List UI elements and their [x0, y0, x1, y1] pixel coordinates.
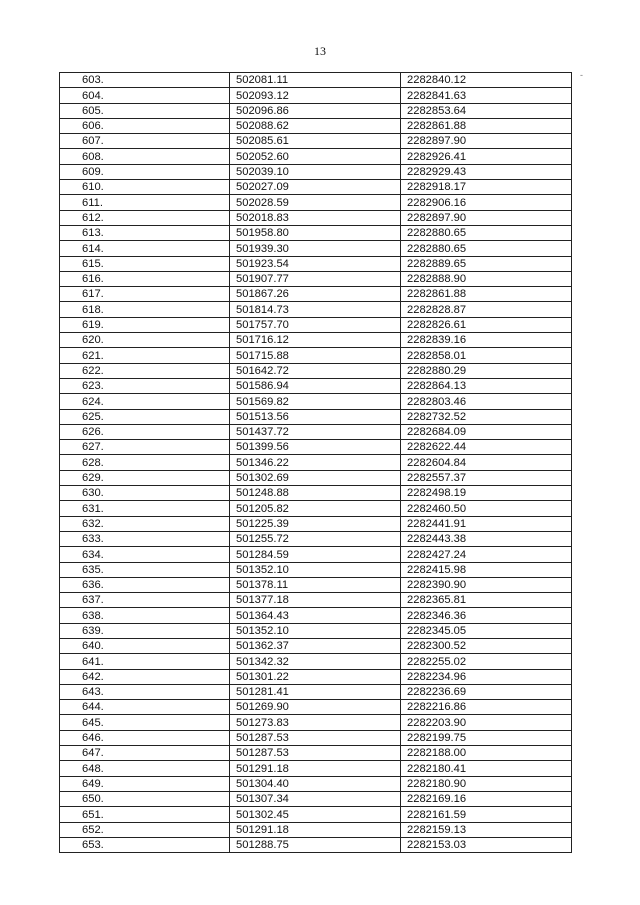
point-number-cell: 614. [60, 241, 230, 256]
point-number-cell: 628. [60, 455, 230, 470]
x-coordinate-cell: 501377.18 [230, 593, 401, 608]
table-row [60, 577, 572, 592]
table-row [60, 241, 572, 256]
point-number-cell: 652. [60, 822, 230, 837]
table-row [60, 440, 572, 455]
point-number-cell: 644. [60, 700, 230, 715]
y-coordinate-cell: 2282180.90 [401, 776, 572, 791]
x-coordinate-cell: 501342.32 [230, 654, 401, 669]
y-coordinate-cell: 2282803.46 [401, 394, 572, 409]
point-number-cell: 606. [60, 118, 230, 133]
table-row [60, 623, 572, 638]
point-number-cell: 648. [60, 761, 230, 776]
x-coordinate-cell: 501814.73 [230, 302, 401, 317]
table-row [60, 103, 572, 118]
x-coordinate-cell: 501307.34 [230, 791, 401, 806]
y-coordinate-cell: 2282861.88 [401, 118, 572, 133]
point-number-cell: 607. [60, 134, 230, 149]
table-row [60, 516, 572, 531]
x-coordinate-cell: 501867.26 [230, 287, 401, 302]
table-row [60, 700, 572, 715]
y-coordinate-cell: 2282236.69 [401, 684, 572, 699]
table-row [60, 531, 572, 546]
x-coordinate-cell: 501225.39 [230, 516, 401, 531]
x-coordinate-cell: 502085.61 [230, 134, 401, 149]
y-coordinate-cell: 2282427.24 [401, 547, 572, 562]
table-row [60, 746, 572, 761]
x-coordinate-cell: 501304.40 [230, 776, 401, 791]
point-number-cell: 639. [60, 623, 230, 638]
point-number-cell: 626. [60, 424, 230, 439]
x-coordinate-cell: 501513.56 [230, 409, 401, 424]
point-number-cell: 647. [60, 746, 230, 761]
table-row [60, 195, 572, 210]
point-number-cell: 634. [60, 547, 230, 562]
y-coordinate-cell: 2282203.90 [401, 715, 572, 730]
y-coordinate-cell: 2282604.84 [401, 455, 572, 470]
y-coordinate-cell: 2282853.64 [401, 103, 572, 118]
point-number-cell: 646. [60, 730, 230, 745]
x-coordinate-cell: 501437.72 [230, 424, 401, 439]
x-coordinate-cell: 502052.60 [230, 149, 401, 164]
x-coordinate-cell: 501205.82 [230, 501, 401, 516]
y-coordinate-cell: 2282929.43 [401, 164, 572, 179]
x-coordinate-cell: 501291.18 [230, 761, 401, 776]
point-number-cell: 618. [60, 302, 230, 317]
y-coordinate-cell: 2282897.90 [401, 210, 572, 225]
x-coordinate-cell: 501288.75 [230, 837, 401, 852]
x-coordinate-cell: 502088.62 [230, 118, 401, 133]
point-number-cell: 640. [60, 638, 230, 653]
y-coordinate-cell: 2282415.98 [401, 562, 572, 577]
table-row [60, 486, 572, 501]
y-coordinate-cell: 2282828.87 [401, 302, 572, 317]
point-number-cell: 615. [60, 256, 230, 271]
x-coordinate-cell: 501287.53 [230, 730, 401, 745]
point-number-cell: 638. [60, 608, 230, 623]
point-number-cell: 608. [60, 149, 230, 164]
point-number-cell: 653. [60, 837, 230, 852]
table-row [60, 669, 572, 684]
table-row [60, 118, 572, 133]
y-coordinate-cell: 2282732.52 [401, 409, 572, 424]
table-row [60, 180, 572, 195]
x-coordinate-cell: 501302.69 [230, 470, 401, 485]
point-number-cell: 609. [60, 164, 230, 179]
x-coordinate-cell: 501284.59 [230, 547, 401, 562]
table-row [60, 378, 572, 393]
table-row [60, 164, 572, 179]
page-number: 13 [314, 44, 326, 58]
x-coordinate-cell: 502039.10 [230, 164, 401, 179]
point-number-cell: 633. [60, 531, 230, 546]
y-coordinate-cell: 2282684.09 [401, 424, 572, 439]
point-number-cell: 603. [60, 73, 230, 88]
x-coordinate-cell: 502096.86 [230, 103, 401, 118]
y-coordinate-cell: 2282390.90 [401, 577, 572, 592]
x-coordinate-cell: 501281.41 [230, 684, 401, 699]
y-coordinate-cell: 2282880.29 [401, 363, 572, 378]
table-row [60, 333, 572, 348]
y-coordinate-cell: 2282460.50 [401, 501, 572, 516]
point-number-cell: 630. [60, 486, 230, 501]
x-coordinate-cell: 501715.88 [230, 348, 401, 363]
x-coordinate-cell: 501399.56 [230, 440, 401, 455]
table-row [60, 501, 572, 516]
table-row [60, 73, 572, 88]
point-number-cell: 645. [60, 715, 230, 730]
y-coordinate-cell: 2282346.36 [401, 608, 572, 623]
x-coordinate-cell: 501248.88 [230, 486, 401, 501]
point-number-cell: 649. [60, 776, 230, 791]
y-coordinate-cell: 2282880.65 [401, 225, 572, 240]
x-coordinate-cell: 502018.83 [230, 210, 401, 225]
x-coordinate-cell: 501362.37 [230, 638, 401, 653]
table-row [60, 715, 572, 730]
x-coordinate-cell: 501352.10 [230, 562, 401, 577]
table-row [60, 761, 572, 776]
y-coordinate-cell: 2282858.01 [401, 348, 572, 363]
y-coordinate-cell: 2282255.02 [401, 654, 572, 669]
point-number-cell: 617. [60, 287, 230, 302]
point-number-cell: 621. [60, 348, 230, 363]
table-row [60, 455, 572, 470]
table-row [60, 88, 572, 103]
y-coordinate-cell: 2282498.19 [401, 486, 572, 501]
x-coordinate-cell: 502093.12 [230, 88, 401, 103]
y-coordinate-cell: 2282441.91 [401, 516, 572, 531]
point-number-cell: 613. [60, 225, 230, 240]
table-row [60, 791, 572, 806]
y-coordinate-cell: 2282841.63 [401, 88, 572, 103]
y-coordinate-cell: 2282161.59 [401, 807, 572, 822]
table-row [60, 134, 572, 149]
x-coordinate-cell: 501923.54 [230, 256, 401, 271]
table-row [60, 822, 572, 837]
table-row [60, 638, 572, 653]
point-number-cell: 604. [60, 88, 230, 103]
point-number-cell: 629. [60, 470, 230, 485]
x-coordinate-cell: 501378.11 [230, 577, 401, 592]
x-coordinate-cell: 501346.22 [230, 455, 401, 470]
y-coordinate-cell: 2282888.90 [401, 271, 572, 286]
y-coordinate-cell: 2282365.81 [401, 593, 572, 608]
table-row [60, 363, 572, 378]
point-number-cell: 624. [60, 394, 230, 409]
table-row [60, 593, 572, 608]
y-coordinate-cell: 2282926.41 [401, 149, 572, 164]
y-coordinate-cell: 2282906.16 [401, 195, 572, 210]
point-number-cell: 637. [60, 593, 230, 608]
x-coordinate-cell: 501642.72 [230, 363, 401, 378]
table-row [60, 730, 572, 745]
y-coordinate-cell: 2282557.37 [401, 470, 572, 485]
y-coordinate-cell: 2282180.41 [401, 761, 572, 776]
y-coordinate-cell: 2282880.65 [401, 241, 572, 256]
x-coordinate-cell: 502028.59 [230, 195, 401, 210]
x-coordinate-cell: 501939.30 [230, 241, 401, 256]
point-number-cell: 623. [60, 378, 230, 393]
x-coordinate-cell: 501255.72 [230, 531, 401, 546]
table-row [60, 837, 572, 852]
y-coordinate-cell: 2282918.17 [401, 180, 572, 195]
x-coordinate-cell: 501958.80 [230, 225, 401, 240]
x-coordinate-cell: 502081.11 [230, 73, 401, 88]
point-number-cell: 651. [60, 807, 230, 822]
table-row [60, 807, 572, 822]
point-number-cell: 616. [60, 271, 230, 286]
point-number-cell: 642. [60, 669, 230, 684]
y-coordinate-cell: 2282216.86 [401, 700, 572, 715]
point-number-cell: 612. [60, 210, 230, 225]
table-row [60, 424, 572, 439]
table-row [60, 149, 572, 164]
coordinate-table [59, 72, 572, 853]
point-number-cell: 636. [60, 577, 230, 592]
table-row [60, 547, 572, 562]
x-coordinate-cell: 501586.94 [230, 378, 401, 393]
point-number-cell: 635. [60, 562, 230, 577]
coordinate-table-body [60, 73, 572, 853]
point-number-cell: 622. [60, 363, 230, 378]
table-row [60, 394, 572, 409]
table-row [60, 256, 572, 271]
point-number-cell: 620. [60, 333, 230, 348]
y-coordinate-cell: 2282169.16 [401, 791, 572, 806]
x-coordinate-cell: 502027.09 [230, 180, 401, 195]
y-coordinate-cell: 2282345.05 [401, 623, 572, 638]
y-coordinate-cell: 2282622.44 [401, 440, 572, 455]
point-number-cell: 610. [60, 180, 230, 195]
table-row [60, 348, 572, 363]
x-coordinate-cell: 501907.77 [230, 271, 401, 286]
y-coordinate-cell: 2282234.96 [401, 669, 572, 684]
y-coordinate-cell: 2282300.52 [401, 638, 572, 653]
point-number-cell: 632. [60, 516, 230, 531]
y-coordinate-cell: 2282826.61 [401, 317, 572, 332]
table-row [60, 271, 572, 286]
table-row [60, 409, 572, 424]
point-number-cell: 650. [60, 791, 230, 806]
point-number-cell: 641. [60, 654, 230, 669]
scan-mark: - [580, 70, 583, 80]
point-number-cell: 605. [60, 103, 230, 118]
table-row [60, 470, 572, 485]
x-coordinate-cell: 501269.90 [230, 700, 401, 715]
x-coordinate-cell: 501302.45 [230, 807, 401, 822]
table-row [60, 210, 572, 225]
table-row [60, 302, 572, 317]
x-coordinate-cell: 501716.12 [230, 333, 401, 348]
y-coordinate-cell: 2282840.12 [401, 73, 572, 88]
point-number-cell: 631. [60, 501, 230, 516]
table-row [60, 225, 572, 240]
x-coordinate-cell: 501352.10 [230, 623, 401, 638]
y-coordinate-cell: 2282188.00 [401, 746, 572, 761]
x-coordinate-cell: 501364.43 [230, 608, 401, 623]
y-coordinate-cell: 2282199.75 [401, 730, 572, 745]
table-row [60, 287, 572, 302]
x-coordinate-cell: 501301.22 [230, 669, 401, 684]
y-coordinate-cell: 2282153.03 [401, 837, 572, 852]
table-row [60, 562, 572, 577]
point-number-cell: 619. [60, 317, 230, 332]
x-coordinate-cell: 501569.82 [230, 394, 401, 409]
point-number-cell: 611. [60, 195, 230, 210]
table-row [60, 684, 572, 699]
table-row [60, 317, 572, 332]
y-coordinate-cell: 2282839.16 [401, 333, 572, 348]
point-number-cell: 627. [60, 440, 230, 455]
y-coordinate-cell: 2282897.90 [401, 134, 572, 149]
x-coordinate-cell: 501757.70 [230, 317, 401, 332]
y-coordinate-cell: 2282443.38 [401, 531, 572, 546]
x-coordinate-cell: 501287.53 [230, 746, 401, 761]
y-coordinate-cell: 2282889.65 [401, 256, 572, 271]
point-number-cell: 643. [60, 684, 230, 699]
y-coordinate-cell: 2282861.88 [401, 287, 572, 302]
y-coordinate-cell: 2282159.13 [401, 822, 572, 837]
y-coordinate-cell: 2282864.13 [401, 378, 572, 393]
table-row [60, 776, 572, 791]
x-coordinate-cell: 501291.18 [230, 822, 401, 837]
table-row [60, 608, 572, 623]
point-number-cell: 625. [60, 409, 230, 424]
x-coordinate-cell: 501273.83 [230, 715, 401, 730]
table-row [60, 654, 572, 669]
